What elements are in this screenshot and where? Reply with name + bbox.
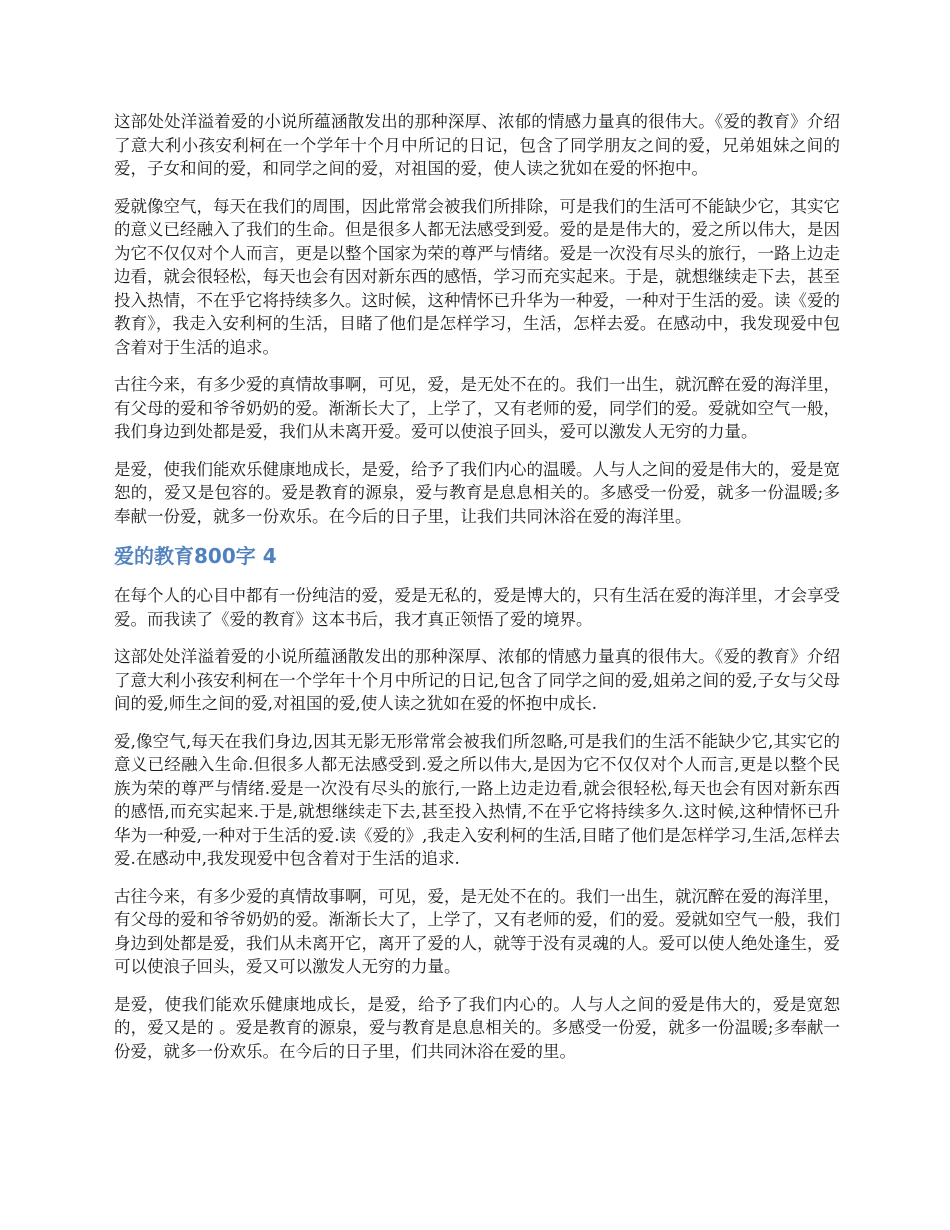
paragraph: 爱,像空气,每天在我们身边,因其无影无形常常会被我们所忽略,可是我们的生活不能缺少它,其实它的意义已经融入生命.但很多人都无法感受到.爱之所以伟大,是因为它不仅仅对个人而言,更是以整个民族为荣的尊严与情绪.爱是一次没有尽头的旅行,一路上边走边看,就会很轻松,每天也会有因对新东西的感悟,而充实起来.于是,就想继续走下去,甚至投入热情,不在乎它将持续多久.这时候,这种情怀已升华为一种爱,一种对于生活的爱.读《爱的》,我走入安利柯的生活,目睹了他们是怎样学习,生活,怎样去爱.在感动中,我发现爱中包含着对于生活的追求.	[114, 731, 840, 868]
paragraph: 是爱，使我们能欢乐健康地成长，是爱，给予了我们内心的。人与人之间的爱是伟大的，爱是宽恕的，爱又是的 。爱是教育的源泉，爱与教育是息息相关的。多感受一份爱，就多一份温暖;多奉献一份爱，就多一份欢乐。在今后的日子里，们共同沐浴在爱的里。	[114, 994, 840, 1061]
paragraph: 古往今来，有多少爱的真情故事啊，可见，爱，是无处不在的。我们一出生，就沉醉在爱的海洋里，有父母的爱和爷爷奶奶的爱。渐渐长大了，上学了，又有老师的爱，同学们的爱。爱就如空气一般，我们身边到处都是爱，我们从未离开爱。爱可以使浪子回头，爱可以激发人无穷的力量。	[114, 375, 840, 441]
document-page	[114, 110, 840, 1077]
paragraph: 爱就像空气，每天在我们的周围，因此常常会被我们所排除，可是我们的生活可不能缺少它，其实它的意义已经融入了我们的生命。但是很多人都无法感受到爱。爱的是是伟大的，爱之所以伟大，是因为它不仅仅对个人而言，更是以整个国家为荣的尊严与情绪。爱是一次没有尽头的旅行，一路上边走边看，就会很轻松，每天也会有因对新东西的感悟，学习而充实起来。于是，就想继续走下去，甚至投入热情，不在乎它将持续多久。这时候，这种情怀已升华为一种爱，一种对于生活的爱。读《爱的教育》，我走入安利柯的生活，目睹了他们是怎样学习，生活，怎样去爱。在感动中，我发现爱中包含着对于生活的追求。	[114, 196, 840, 357]
paragraph: 这部处处洋溢着爱的小说所蕴涵散发出的那种深厚、浓郁的情感力量真的很伟大。《爱的教育》介绍了意大利小孩安利柯在一个学年十个月中所记的日记,包含了同学之间的爱,姐弟之间的爱,子女与父母间的爱,师生之间的爱,对祖国的爱,使人读之犹如在爱的怀抱中成长.	[114, 647, 840, 713]
paragraph: 是爱，使我们能欢乐健康地成长，是爱，给予了我们内心的温暖。人与人之间的爱是伟大的，爱是宽恕的，爱又是包容的。爱是教育的源泉，爱与教育是息息相关的。多感受一份爱，就多一份温暖;多奉献一份爱，就多一份欢乐。在今后的日子里，让我们共同沐浴在爱的海洋里。	[114, 459, 840, 526]
paragraph: 这部处处洋溢着爱的小说所蕴涵散发出的那种深厚、浓郁的情感力量真的很伟大。《爱的教育》介绍了意大利小孩安利柯在一个学年十个月中所记的日记，包含了同学朋友之间的爱，兄弟姐妹之间的爱，子女和间的爱，和同学之间的爱，对祖国的爱，使人读之犹如在爱的怀抱中。	[114, 112, 840, 178]
paragraph: 古往今来，有多少爱的真情故事啊，可见，爱，是无处不在的。我们一出生，就沉醉在爱的海洋里，有父母的爱和爷爷奶奶的爱。渐渐长大了，上学了，又有老师的爱，们的爱。爱就如空气一般，我们身边到处都是爱，我们从未离开它，离开了爱的人，就等于没有灵魂的人。爱可以使人绝处逢生，爱可以使浪子回头，爱又可以激发人无穷的力量。	[114, 886, 840, 976]
section-heading: 爱的教育800字 4	[114, 544, 277, 568]
paragraph: 在每个人的心目中都有一份纯洁的爱，爱是无私的，爱是博大的，只有生活在爱的海洋里，才会享受爱。而我读了《爱的教育》这本书后，我才真正领悟了爱的境界。	[114, 586, 840, 629]
